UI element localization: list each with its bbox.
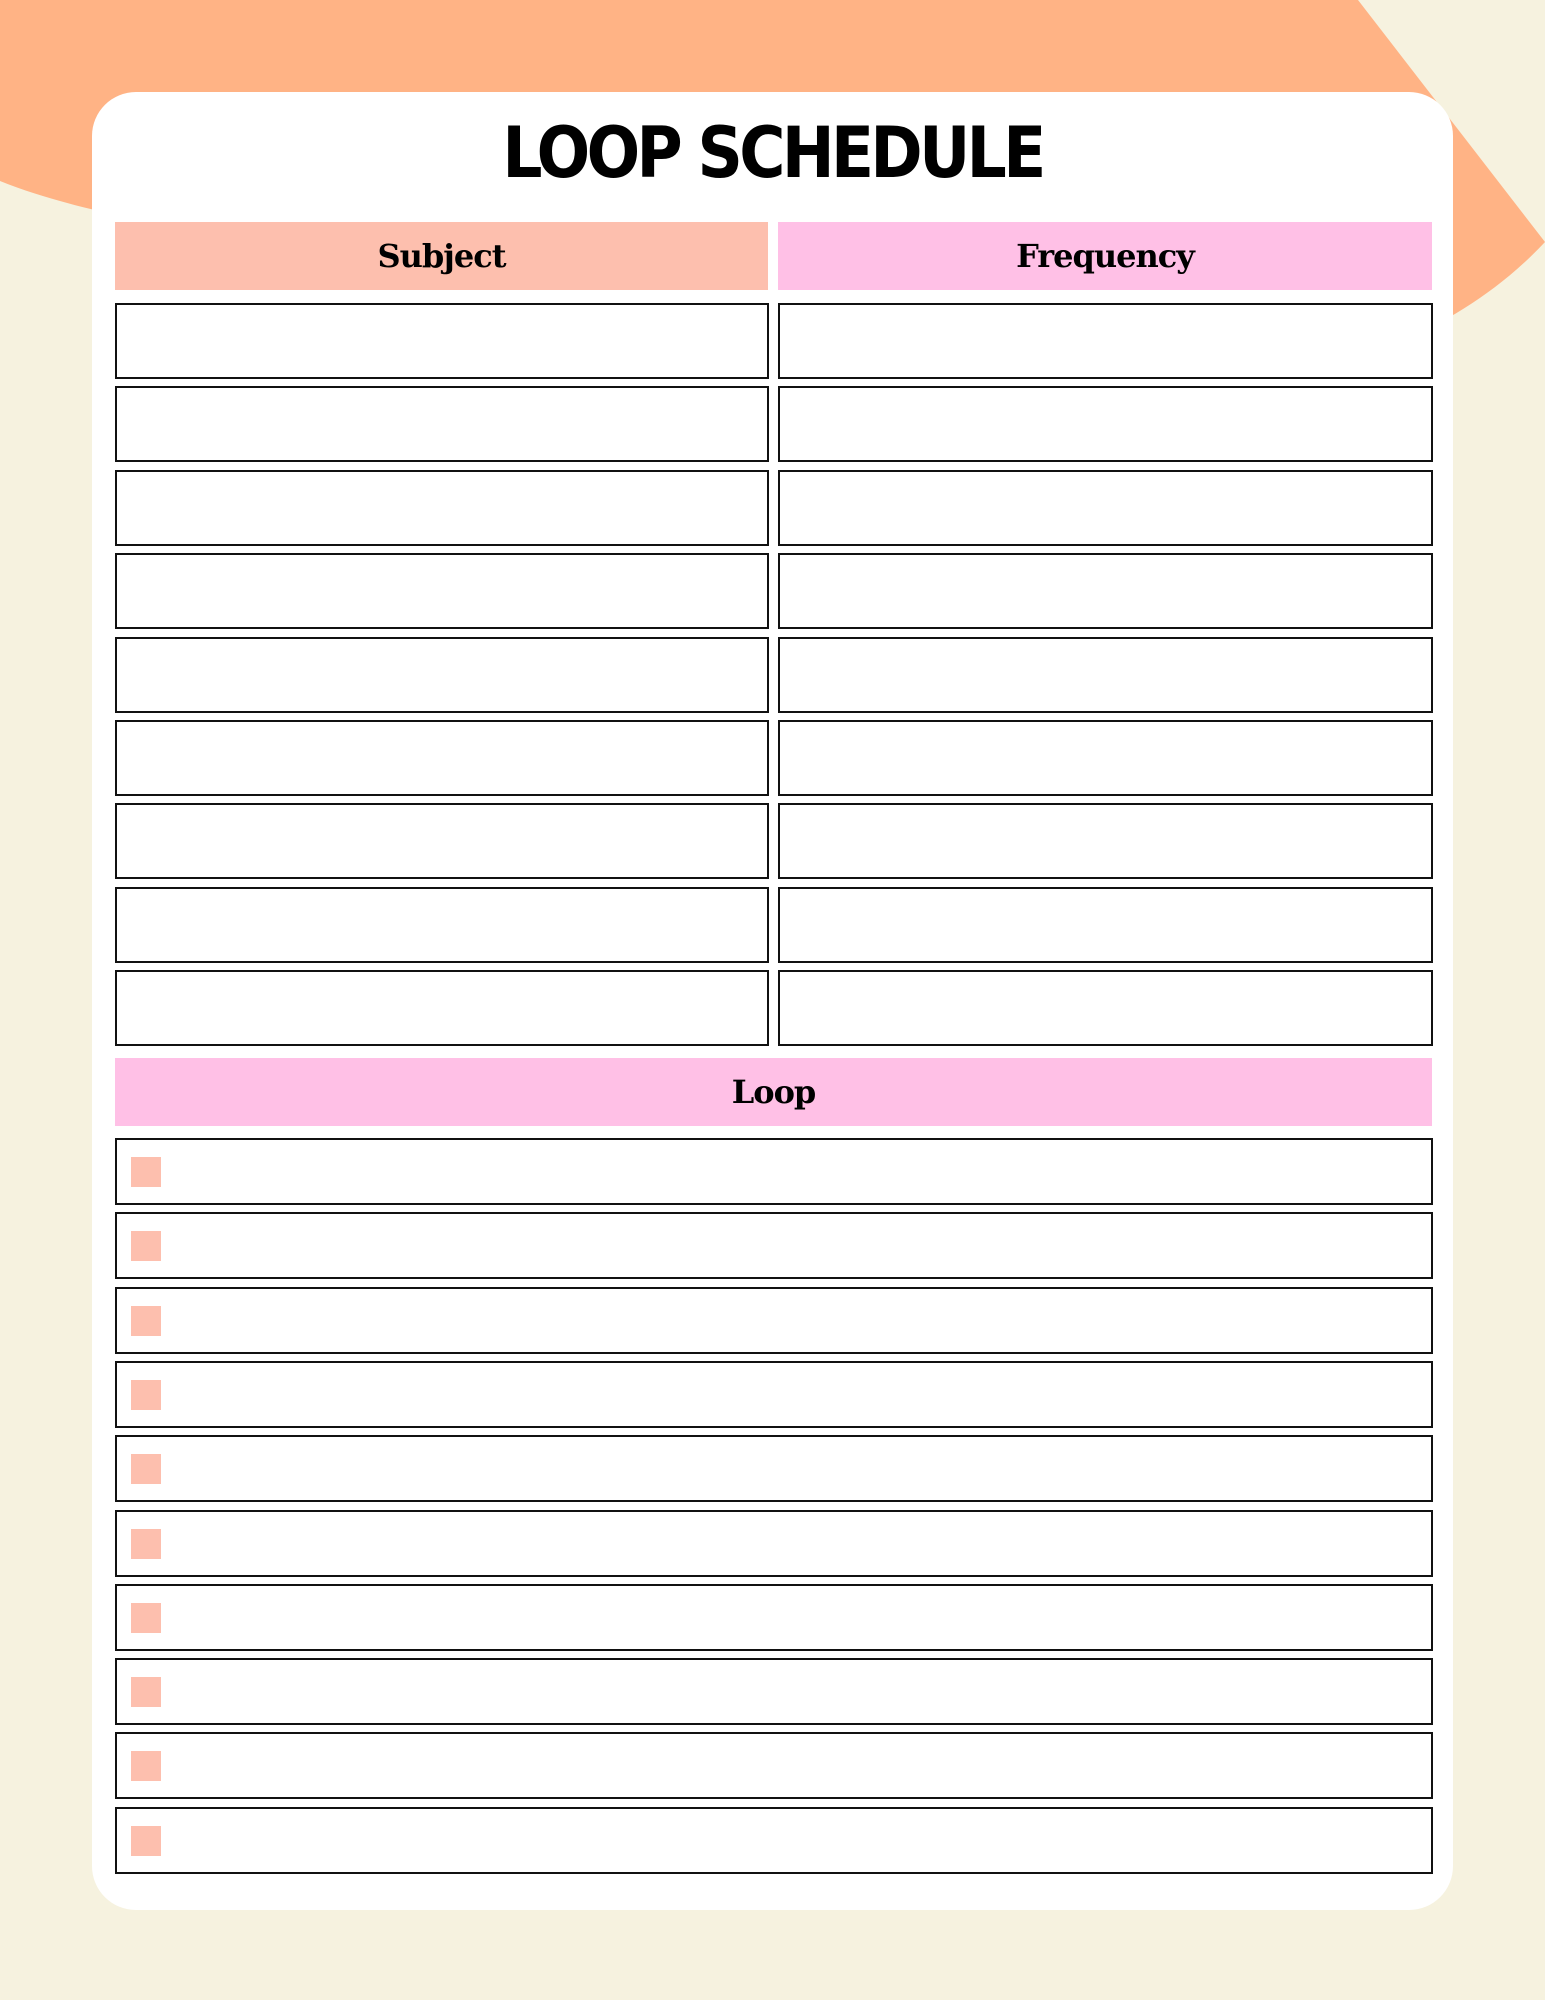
checkbox[interactable] xyxy=(131,1677,161,1707)
loop-item[interactable] xyxy=(115,1807,1433,1874)
subject-cell[interactable] xyxy=(115,303,769,379)
subject-cell[interactable] xyxy=(115,470,769,546)
loop-item[interactable] xyxy=(115,1361,1433,1428)
frequency-header: Frequency xyxy=(778,222,1432,290)
frequency-cell[interactable] xyxy=(778,470,1433,546)
frequency-cell[interactable] xyxy=(778,386,1433,462)
subject-cell[interactable] xyxy=(115,803,769,879)
subject-cell[interactable] xyxy=(115,637,769,713)
subject-cell[interactable] xyxy=(115,970,769,1046)
subject-cell[interactable] xyxy=(115,386,769,462)
checkbox[interactable] xyxy=(131,1157,161,1187)
loop-item[interactable] xyxy=(115,1212,1433,1279)
checkbox[interactable] xyxy=(131,1529,161,1559)
loop-item[interactable] xyxy=(115,1732,1433,1799)
loop-item[interactable] xyxy=(115,1658,1433,1725)
frequency-cell[interactable] xyxy=(778,803,1433,879)
subject-cell[interactable] xyxy=(115,887,769,963)
frequency-cell[interactable] xyxy=(778,970,1433,1046)
loop-header: Loop xyxy=(115,1058,1432,1126)
frequency-cell[interactable] xyxy=(778,553,1433,629)
subject-header: Subject xyxy=(115,222,768,290)
checkbox[interactable] xyxy=(131,1751,161,1781)
page-title: LOOP SCHEDULE xyxy=(502,112,1043,194)
checkbox[interactable] xyxy=(131,1826,161,1856)
subject-cell[interactable] xyxy=(115,553,769,629)
checkbox[interactable] xyxy=(131,1306,161,1336)
subject-cell[interactable] xyxy=(115,720,769,796)
loop-item[interactable] xyxy=(115,1584,1433,1651)
checkbox[interactable] xyxy=(131,1380,161,1410)
checkbox[interactable] xyxy=(131,1603,161,1633)
loop-item[interactable] xyxy=(115,1138,1433,1205)
loop-item[interactable] xyxy=(115,1287,1433,1354)
checkbox[interactable] xyxy=(131,1231,161,1261)
frequency-cell[interactable] xyxy=(778,887,1433,963)
frequency-cell[interactable] xyxy=(778,637,1433,713)
frequency-cell[interactable] xyxy=(778,303,1433,379)
checkbox[interactable] xyxy=(131,1454,161,1484)
loop-item[interactable] xyxy=(115,1435,1433,1502)
frequency-cell[interactable] xyxy=(778,720,1433,796)
loop-item[interactable] xyxy=(115,1510,1433,1577)
